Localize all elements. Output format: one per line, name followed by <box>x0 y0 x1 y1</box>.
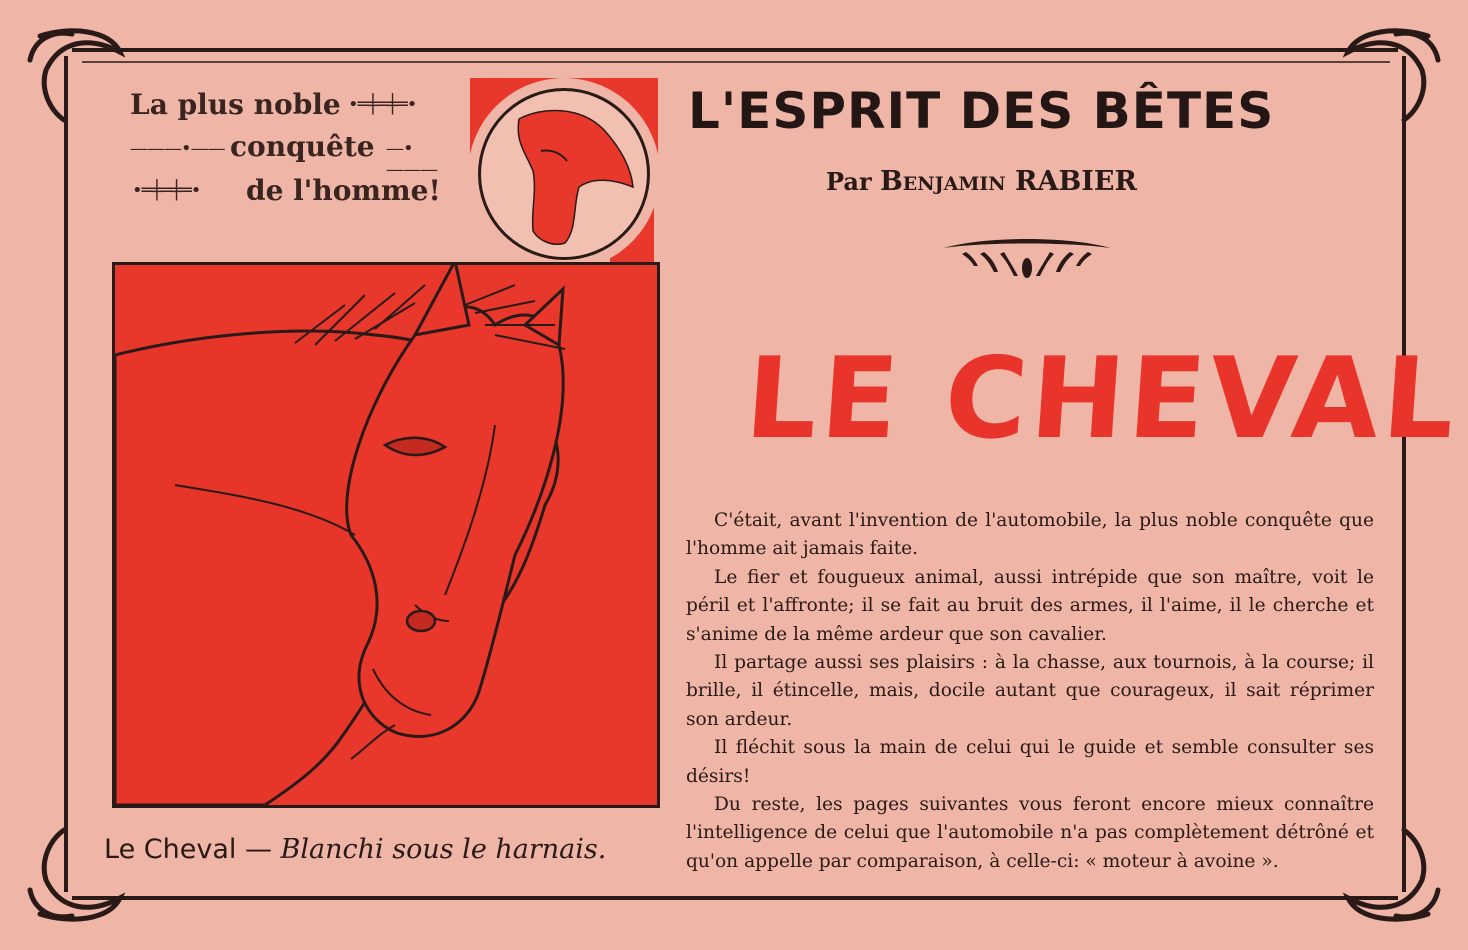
motto-line-3: de l'homme! <box>246 174 441 207</box>
body-text <box>686 507 1374 876</box>
caption-main: Le Cheval — <box>104 834 272 865</box>
paragraph: Il partage aussi ses plaisirs : à la chasse, aux tournois, à la course; il brille, il étincelle, mais, docile autant que courageux, il sait réprimer son ardeur. <box>686 652 1374 730</box>
illustration-caption <box>104 834 606 865</box>
dash-ornament-icon: —•——— <box>386 138 437 180</box>
book-title: L'ESPRIT DES BÊTES <box>688 82 1275 140</box>
paragraph: Le fier et fougueux animal, aussi intrépide que son maître, voit le péril et l'affronte; il se fait au bruit des armes, il l'aime, il le cherche et s'anime de la même ardeur que son cavalier. <box>686 566 1374 645</box>
horse-head-icon <box>481 91 647 257</box>
motto-line-1: La plus noble <box>130 88 341 121</box>
paragraph: C'était, avant l'invention de l'automobile, la plus noble conquête que l'homme ait jamais faite. <box>686 510 1374 560</box>
scroll-ornament-icon: •═╪═╪═• <box>348 94 417 115</box>
horse-head-medallion <box>478 88 650 260</box>
dash-ornament-icon: ———•—— <box>130 138 225 159</box>
horse-illustration <box>112 262 660 808</box>
byline-prefix: Par <box>826 167 872 196</box>
author-byline <box>826 166 1137 197</box>
paragraph: Du reste, les pages suivantes vous feront encore mieux connaître l'intelligence de celui que l'automobile n'a pas complètement détrôné et qu'on appelle par comparaison, à celle-ci: « moteur à avoine ». <box>686 794 1374 872</box>
scroll-ornament-icon: •═╪═╪═• <box>132 180 201 201</box>
caption-italic: Blanchi sous le harnais. <box>280 834 607 865</box>
fan-ornament-icon <box>944 232 1110 278</box>
horse-portrait-icon <box>115 265 657 805</box>
author-name: Benjamin RABIER <box>879 166 1137 197</box>
chapter-headline: LE CHEVAL <box>741 334 1463 464</box>
paragraph: Il fléchit sous la main de celui qui le guide et semble consulter ses désirs! <box>686 737 1374 787</box>
motto-line-2: conquête <box>230 130 375 163</box>
